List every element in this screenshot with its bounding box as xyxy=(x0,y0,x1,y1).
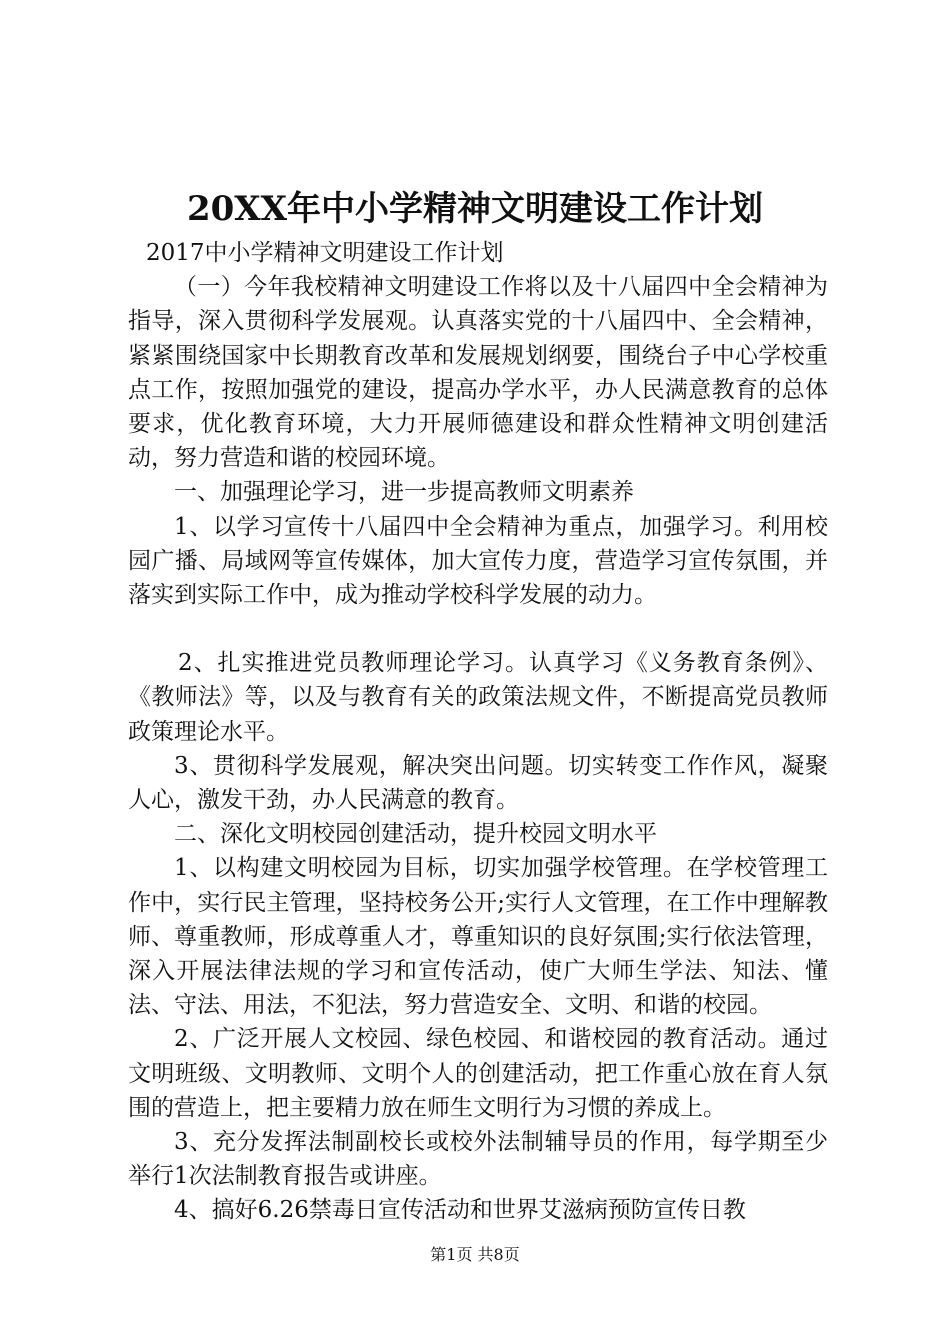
paragraph-gap xyxy=(128,612,828,646)
paragraph-2-2: 2、广泛开展人文校园、绿色校园、和谐校园的教育活动。通过文明班级、文明教师、文明个人的创建活动，把工作重心放在育人氛围的营造上，把主要精力放在师生文明行为习惯的养成上。 xyxy=(128,1026,828,1121)
section-heading-2: 二、深化文明校园创建活动，提升校园文明水平 xyxy=(174,821,657,848)
paragraph-subtitle: 2017中小学精神文明建设工作计划 xyxy=(146,240,504,266)
paragraph-1-3: 3、贯彻科学发展观，解决突出问题。切实转变工作作风，凝聚人心，激发干劲，办人民满意的教育。 xyxy=(128,752,828,814)
page-number-footer: 第1页 共8页 xyxy=(430,1245,520,1264)
paragraph-intro: （一）今年我校精神文明建设工作将以及十八届四中全会精神为指导，深入贯彻科学发展观。认真落实党的十八届四中、全会精神，紧紧围绕国家中长期教育改革和发展规划纲要，围绕台子中心学校重点工作，按照加强党的建设，提高办学水平，办人民满意教育的总体要求，优化教育环境，大力开展师德建设和群众性精神文明创建活动，努力营造和谐的校园环境。 xyxy=(128,274,828,472)
paragraph-2-1: 1、以构建文明校园为目标，切实加强学校管理。在学校管理工作中，实行民主管理，坚持校务公开;实行人文管理，在工作中理解教师、尊重教师，形成尊重人才，尊重知识的良好氛围;实行依法管理，深入开展法律法规的学习和宣传活动，使广大师生学法、知法、懂法、守法、用法，不犯法，努力营造安全、文明、和谐的校园。 xyxy=(128,855,828,1019)
document-title: 20XX年中小学精神文明建设工作计划 xyxy=(186,189,764,229)
paragraph-2-4: 4、搞好6.26禁毒日宣传活动和世界艾滋病预防宣传日教 xyxy=(174,1197,746,1224)
paragraph-2-3: 3、充分发挥法制副校长或校外法制辅导员的作用，每学期至少举行1次法制教育报告或讲座。 xyxy=(128,1129,828,1190)
paragraph-1-2: 2、扎实推进党员教师理论学习。认真学习《义务教育条例》、《教师法》等，以及与教育有关的政策法规文件，不断提高党员教师政策理论水平。 xyxy=(128,650,828,745)
section-heading-1: 一、加强理论学习，进一步提高教师文明素养 xyxy=(174,479,634,506)
document-body xyxy=(128,236,828,1228)
paragraph-1-1: 1、以学习宣传十八届四中全会精神为重点，加强学习。利用校园广播、局域网等宣传媒体，加大宣传力度，营造学习宣传氛围，并落实到实际工作中，成为推动学校科学发展的动力。 xyxy=(128,513,828,609)
